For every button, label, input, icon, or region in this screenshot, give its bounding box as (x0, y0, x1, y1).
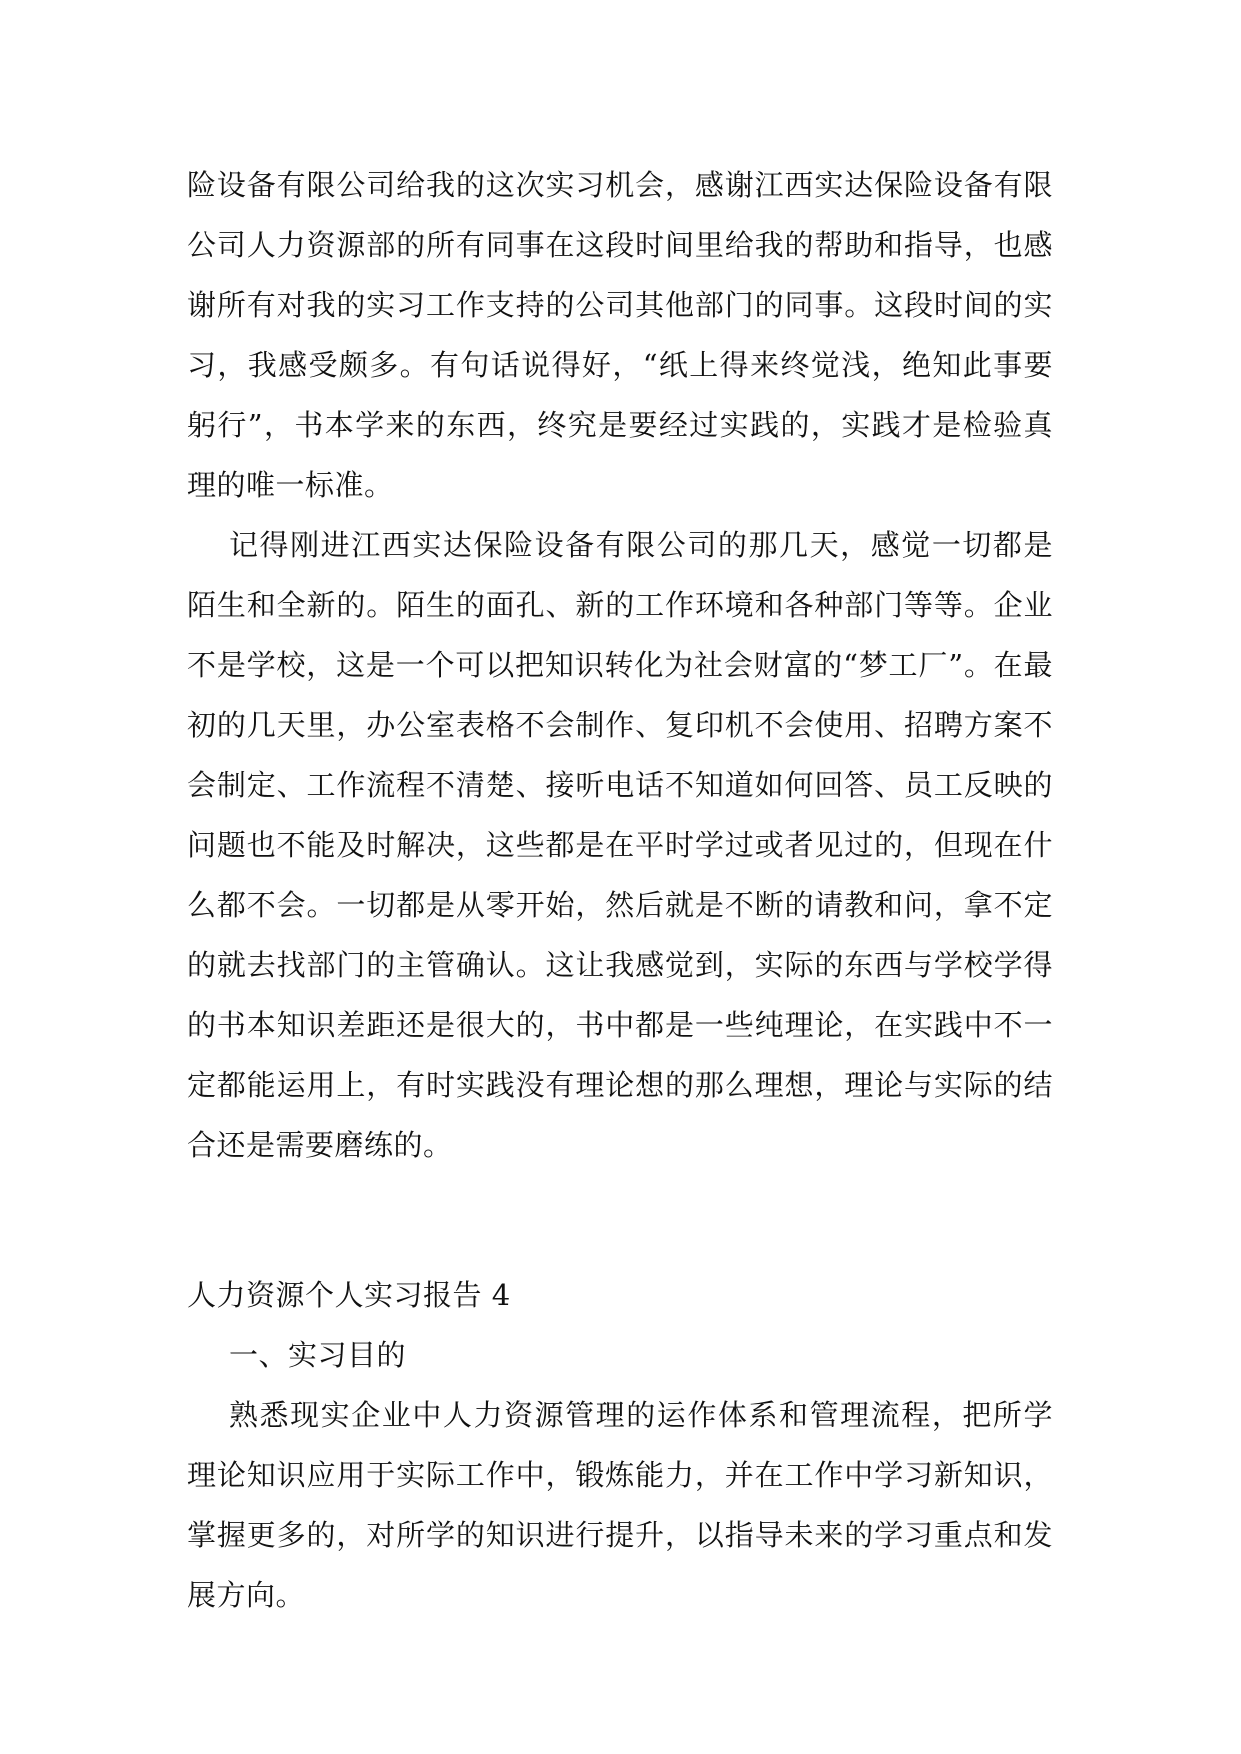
subheading-purpose: 一、实习目的 (229, 1338, 407, 1372)
paragraph-continuation: 险设备有限公司给我的这次实习机会，感谢江西实达保险设备有限公司人力资源部的所有同事在这段时间里给我的帮助和指导，也感谢所有对我的实习工作支持的公司其他部门的同事。这段时间的实习，我感受颇多。有句话说得好，“纸上得来终觉浅，绝知此事要躬行”，书本学来的东西，终究是要经过实践的，实践才是检验真理的唯一标准。 (187, 168, 1053, 502)
section-title: 人力资源个人实习报告 4 (187, 1278, 511, 1312)
paragraph-first-days: 记得刚进江西实达保险设备有限公司的那几天，感觉一切都是陌生和全新的。陌生的面孔、新的工作环境和各种部门等等。企业不是学校，这是一个可以把知识转化为社会财富的“梦工厂”。在最初的几天里，办公室表格不会制作、复印机不会使用、招聘方案不会制定、工作流程不清楚、接听电话不知道如何回答、员工反映的问题也不能及时解决，这些都是在平时学过或者见过的，但现在什么都不会。一切都是从零开始，然后就是不断的请教和问，拿不定的就去找部门的主管确认。这让我感觉到，实际的东西与学校学得的书本知识差距还是很大的，书中都是一些纯理论，在实践中不一定都能运用上，有时实践没有理论想的那么理想，理论与实际的结合还是需要磨练的。 (187, 528, 1053, 1162)
paragraph-purpose: 熟悉现实企业中人力资源管理的运作体系和管理流程，把所学理论知识应用于实际工作中，锻炼能力，并在工作中学习新知识，掌握更多的，对所学的知识进行提升，以指导未来的学习重点和发展方向。 (187, 1398, 1053, 1612)
document-body (187, 155, 1053, 1625)
